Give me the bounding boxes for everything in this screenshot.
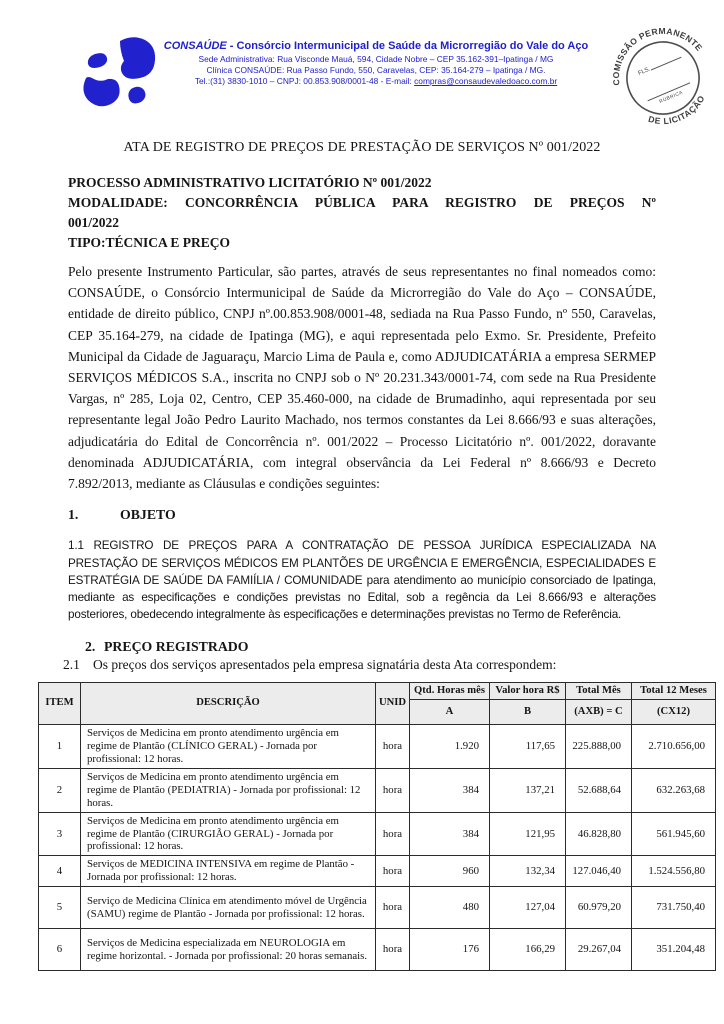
cell-total-mes: 52.688,64 xyxy=(566,768,632,812)
cell-descricao: Serviços de Medicina em pronto atendimento urgência em regime de Plantão (CIRURGIÃO GERAL) - Jornada por profissional: 12 horas. xyxy=(81,812,376,856)
process-block xyxy=(68,173,656,253)
cell-total-mes: 127.046,40 xyxy=(566,856,632,887)
section-1-title: OBJETO xyxy=(120,507,176,523)
cell-unid: hora xyxy=(376,929,410,971)
stamp-fls-label: FLS. xyxy=(637,66,652,78)
col-header-qtd-horas: Qtd. Horas mês xyxy=(410,682,490,700)
cell-total-12: 351.204,48 xyxy=(632,929,716,971)
section-1-heading xyxy=(68,507,656,523)
org-email-link: compras@consaudevaledoaco.com.br xyxy=(414,76,558,86)
process-line-3: TIPO:TÉCNICA E PREÇO xyxy=(68,235,231,250)
section-2-1-line xyxy=(63,657,656,673)
cell-descricao: Serviços de Medicina em pronto atendimento urgência em regime de Plantão (PEDIATRIA) - Jornada por profissional: 12 horas. xyxy=(81,768,376,812)
cell-qtd: 1.920 xyxy=(410,725,490,769)
cell-valor: 132,34 xyxy=(490,856,566,887)
subheader-b: B xyxy=(490,700,566,725)
cell-descricao: Serviços de Medicina especializada em NEUROLOGIA em regime horizontal. - Jornada por profissional: 20 horas semanais. xyxy=(81,929,376,971)
cell-qtd: 384 xyxy=(410,812,490,856)
col-header-valor-hora: Valor hora R$ xyxy=(490,682,566,700)
org-name: CONSAÚDE - xyxy=(163,40,234,52)
cell-item: 1 xyxy=(39,725,81,769)
cell-descricao: Serviços de Medicina em pronto atendimento urgência em regime de Plantão (CLÍNICO GERAL) - Jornada por profissional: 12 horas. xyxy=(81,725,376,769)
cell-total-mes: 29.267,04 xyxy=(566,929,632,971)
col-header-item: ITEM xyxy=(39,682,81,725)
cell-total-12: 632.263,68 xyxy=(632,768,716,812)
cell-item: 3 xyxy=(39,812,81,856)
process-line-2b: 001/2022 xyxy=(68,215,120,230)
cell-valor: 121,95 xyxy=(490,812,566,856)
cell-item: 6 xyxy=(39,929,81,971)
process-line-1: PROCESSO ADMINISTRATIVO LICITATÓRIO Nº 001/2022 xyxy=(68,175,432,190)
table-row-5 xyxy=(39,887,716,929)
org-title xyxy=(150,40,602,52)
cell-unid: hora xyxy=(376,856,410,887)
cell-qtd: 384 xyxy=(410,768,490,812)
cell-unid: hora xyxy=(376,887,410,929)
section-2-number: 2. xyxy=(85,638,96,654)
section-2-title: PREÇO REGISTRADO xyxy=(104,638,249,654)
cell-total-mes: 46.828,80 xyxy=(566,812,632,856)
cell-qtd: 480 xyxy=(410,887,490,929)
letterhead-text xyxy=(150,40,602,87)
cell-unid: hora xyxy=(376,725,410,769)
org-contact xyxy=(150,76,602,87)
cell-total-mes: 60.979,20 xyxy=(566,887,632,929)
section-1-1-caps: REGISTRO DE PREÇOS PARA A CONTRATAÇÃO DE PESSOA JURÍDICA ESPECIALIZADA NA PRESTAÇÃO DE SERVIÇOS MÉDICOS EM PLANTÕES DE URGÊNCIA E EMERGÊNCIA, ESPECIALIDADES E ESTRATÉGIA DE SAÚDE DA FAMIÍLIA / COMUNIDADE xyxy=(68,539,656,587)
table-header-row xyxy=(39,682,716,700)
cell-descricao: Serviço de Medicina Clínica em atendimento móvel de Urgência (SAMU) regime de Plantão - Jornada por profissional: 12 horas. xyxy=(81,887,376,929)
cell-item: 5 xyxy=(39,887,81,929)
cell-total-12: 731.750,40 xyxy=(632,887,716,929)
letterhead xyxy=(0,0,724,135)
cell-total-12: 561.945,60 xyxy=(632,812,716,856)
cell-total-12: 2.710.656,00 xyxy=(632,725,716,769)
table-row-1 xyxy=(39,725,716,769)
cell-valor: 137,21 xyxy=(490,768,566,812)
section-2-1-number: 2.1 xyxy=(63,656,80,672)
cell-total-mes: 225.888,00 xyxy=(566,725,632,769)
col-header-total-mes: Total Mês xyxy=(566,682,632,700)
subheader-cx12: (CX12) xyxy=(632,700,716,725)
org-address-2: Clínica CONSAÚDE: Rua Passo Fundo, 550, Caravelas, CEP: 35.164-279 – Ipatinga / MG. xyxy=(206,65,546,75)
document-title: ATA DE REGISTRO DE PREÇOS DE PRESTAÇÃO DE SERVIÇOS Nº 001/2022 xyxy=(123,140,601,155)
col-header-unid: UNID xyxy=(376,682,410,725)
cell-valor: 166,29 xyxy=(490,929,566,971)
section-1-1-number: 1.1 xyxy=(68,539,84,553)
intro-paragraph: Pelo presente Instrumento Particular, são partes, através de seus representantes no final nomeados como: CONSAÚDE, o Consórcio Intermunicipal de Saúde da Microrregião do Vale do Aço – CONSAÚDE, entidade de direito público, CNPJ nº.00.853.908/0001-48, sediada na Rua Passo Fundo, nº 550, Caravelas, CEP 35.164-279, na cidade de Ipatinga (MG), e aqui representada pelo Exmo. Sr. Presidente, Prefeito Municipal da Cidade de Jaguaraçu, Marcio Lima de Paula e, como ADJUDICATÁRIA a empresa SERMEP SERVIÇOS MÉDICOS S.A., inscrita no CNPJ sob o Nº 20.231.343/0001-74, com sede na Rua Presidente Vargas, nº 285, Loja 02, Centro, CEP 35.460-000, na cidade de Brumadinho, aqui representada por seu representante legal João Pedro Laurito Machado, nos termos constantes da Lei 8.666/93 e suas alterações, adjudicatária do Edital de Concorrência nº. 001/2022 – Processo Licitatório nº. 001/2022, doravante denominada ADJUDICATÁRIA, com integral observância da Lei Federal nº 8.666/93 e Decreto 7.892/2013, mediante as Cláusulas e condições seguintes: xyxy=(68,264,656,492)
cell-valor: 127,04 xyxy=(490,887,566,929)
org-contact-prefix: Tel.:(31) 3830-1010 – CNPJ: 00.853.908/0001-48 - E-mail: xyxy=(194,76,415,86)
section-2-heading xyxy=(68,639,656,655)
stamp-top-text: COMISSÃO PERMANENTE xyxy=(610,25,705,86)
table-row-3 xyxy=(39,812,716,856)
licitacao-stamp-icon xyxy=(606,20,720,136)
table-row-6 xyxy=(39,929,716,971)
cell-unid: hora xyxy=(376,768,410,812)
section-1-number: 1. xyxy=(68,507,79,523)
cell-descricao: Serviços de MEDICINA INTENSIVA em regime de Plantão - Jornada por profissional: 12 horas. xyxy=(81,856,376,887)
section-1-1-paragraph xyxy=(68,537,656,623)
cell-item: 2 xyxy=(39,768,81,812)
price-table xyxy=(38,682,716,971)
section-2-1-text: Os preços dos serviços apresentados pela empresa signatária desta Ata correspondem: xyxy=(93,656,557,672)
subheader-axb: (AXB) = C xyxy=(566,700,632,725)
cell-item: 4 xyxy=(39,856,81,887)
stamp-rubrica-label: RÚBRICA xyxy=(658,90,684,105)
cell-qtd: 176 xyxy=(410,929,490,971)
cell-total-12: 1.524.556,80 xyxy=(632,856,716,887)
stamp-bottom-text: DE LICITAÇÃO xyxy=(647,93,707,127)
table-row-2 xyxy=(39,768,716,812)
col-header-total-12-meses: Total 12 Meses xyxy=(632,682,716,700)
org-desc: Consórcio Intermunicipal de Saúde da Microrregião do Vale do Aço xyxy=(233,40,589,52)
process-line-2: MODALIDADE: CONCORRÊNCIA PÚBLICA PARA REGISTRO DE PREÇOS Nº xyxy=(68,195,656,210)
org-address-1: Sede Administrativa: Rua Visconde Mauá, 594, Cidade Nobre – CEP 35.162-391–Ipatinga / MG xyxy=(198,54,554,64)
table-row-4 xyxy=(39,856,716,887)
cell-valor: 117,65 xyxy=(490,725,566,769)
cell-qtd: 960 xyxy=(410,856,490,887)
section-1-1-rest: para atendimento ao município consorciado de Ipatinga, mediante as especificações e condições previstas no Edital, sob a regência da Lei 8.666/93 e alterações posteriores, obedecendo integralmente às especificações e determinações previstas no Termo de Referência. xyxy=(68,573,657,622)
cell-unid: hora xyxy=(376,812,410,856)
subheader-a: A xyxy=(410,700,490,725)
col-header-descricao: DESCRIÇÃO xyxy=(81,682,376,725)
